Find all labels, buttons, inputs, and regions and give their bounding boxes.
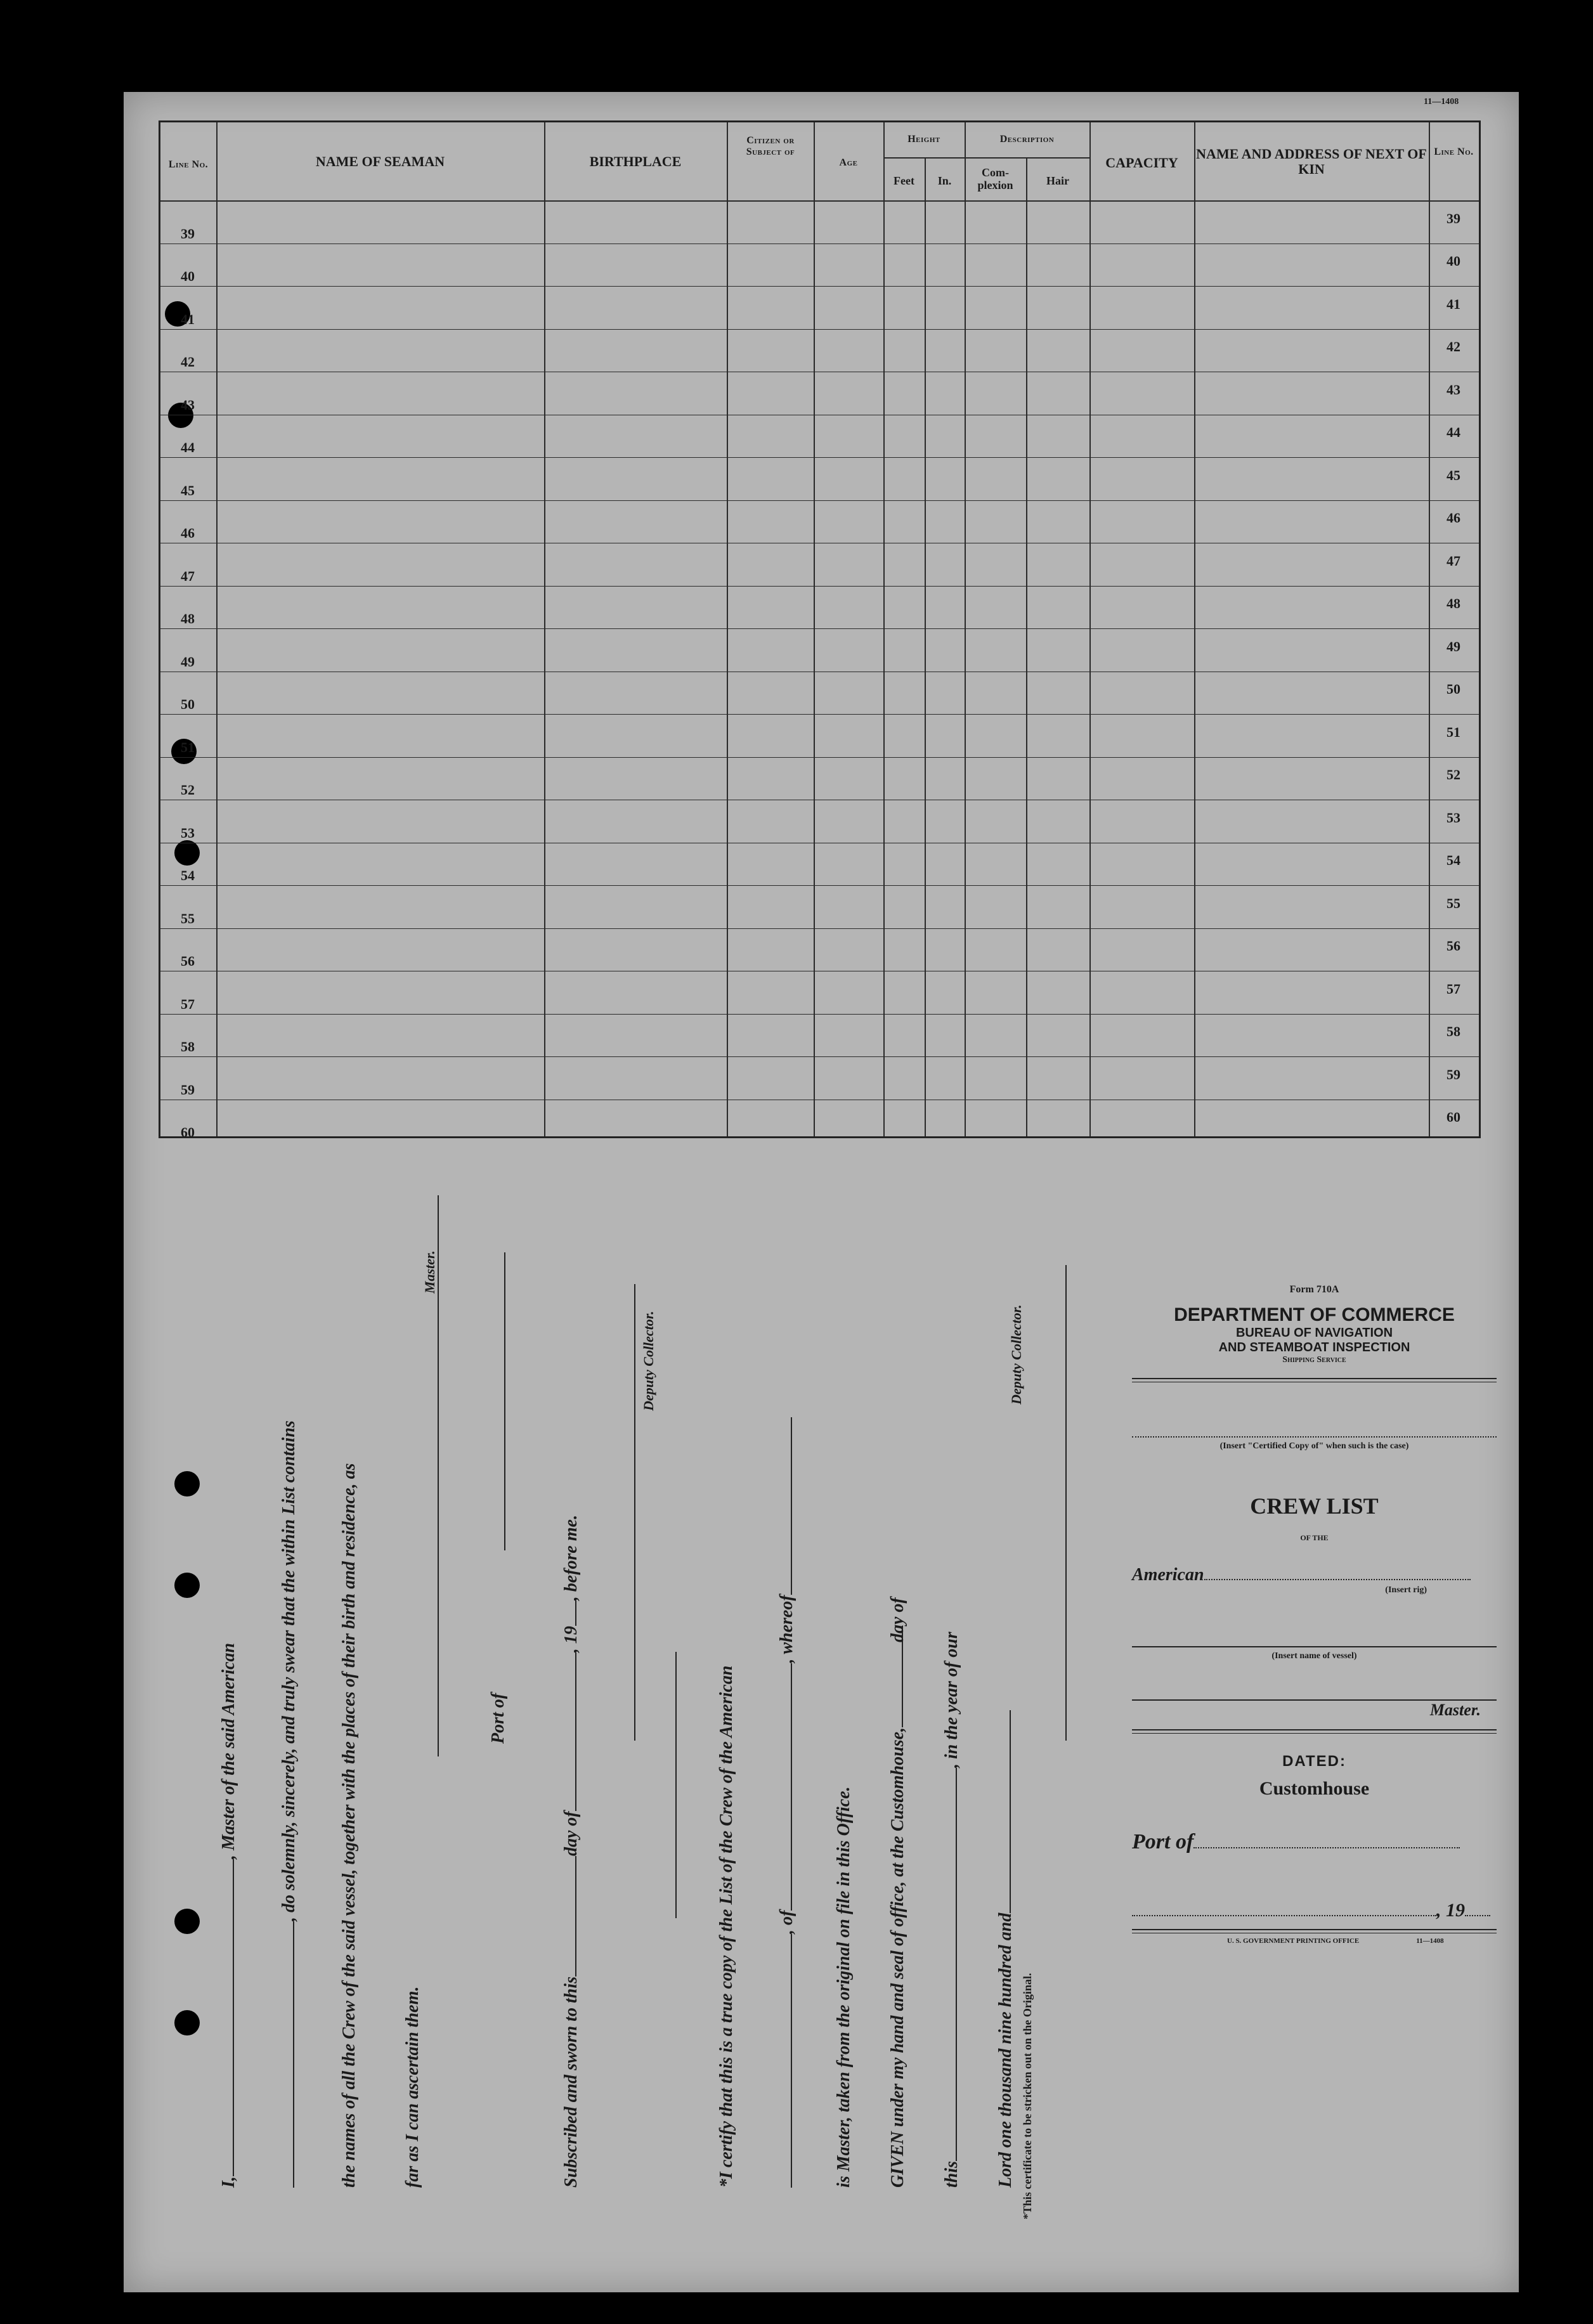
header-inches: In. <box>937 174 952 187</box>
table-row-rule <box>160 586 1479 587</box>
american-line: American <box>1132 1565 1497 1585</box>
line-number-right: 39 <box>1447 211 1460 226</box>
table-row-rule <box>160 714 1479 715</box>
line-number-left: 39 <box>181 226 195 242</box>
vessel-name-field <box>1132 1646 1497 1647</box>
table-row-rule <box>160 885 1479 886</box>
table-row-rule <box>160 500 1479 501</box>
header-description: Description <box>999 134 1055 145</box>
line-number-right: 54 <box>1447 852 1460 868</box>
line-number-left: 52 <box>181 782 195 798</box>
line-number-right: 55 <box>1447 895 1460 911</box>
cert-line-4b: day of <box>888 1597 908 1649</box>
shipping-service: Shipping Service <box>1282 1355 1346 1365</box>
line-number-left: 60 <box>181 1124 195 1140</box>
line-number-left: 49 <box>181 654 195 670</box>
punch-hole <box>174 1471 200 1496</box>
rule <box>1132 1729 1497 1734</box>
line-number-left: 54 <box>181 867 195 883</box>
crew-table <box>159 120 1481 1138</box>
date-field: , 19 <box>1132 1900 1497 1921</box>
cert-line-6: Lord one thousand nine hundred and <box>996 1710 1016 2188</box>
bureau-line-1: BUREAU OF NAVIGATION <box>1235 1326 1393 1340</box>
port-of-line <box>504 1252 505 1550</box>
cert-footnote: *This certificate to be stricken out on the Original. <box>1021 1973 1034 2219</box>
punch-hole <box>174 1573 200 1598</box>
rule <box>1132 1929 1497 1933</box>
line-number-left: 55 <box>181 911 195 926</box>
table-row-rule <box>160 628 1479 629</box>
deputy-collector-label-1: Deputy Collector. <box>640 1311 656 1411</box>
line-number-right: 53 <box>1447 810 1460 826</box>
line-number-left: 51 <box>181 739 195 755</box>
line-number-left: 58 <box>181 1039 195 1055</box>
line-number-right: 45 <box>1447 467 1460 483</box>
insert-rig-note: (Insert rig) <box>1385 1585 1427 1595</box>
line-number-right: 51 <box>1447 724 1460 740</box>
cert-line-1: *I certify that this is a true copy of the List of the Crew of the American <box>717 1665 736 2188</box>
oath-line-3: the names of all the Crew of the said vessel, together with the places of their birth and residence, as <box>339 1463 359 2188</box>
line-number-left: 40 <box>181 268 195 284</box>
punch-hole <box>174 1909 200 1934</box>
header-citizen: Citizen or Subject of <box>746 135 795 157</box>
short-rule <box>675 1652 677 1918</box>
line-number-right: 50 <box>1447 681 1460 697</box>
bureau-line-2: AND STEAMBOAT INSPECTION <box>1218 1341 1410 1354</box>
line-number-right: 57 <box>1447 981 1460 997</box>
deputy-collector-line-1 <box>634 1284 635 1741</box>
line-number-right: 59 <box>1447 1067 1460 1082</box>
table-row-rule <box>160 286 1479 287</box>
line-number-right: 48 <box>1447 595 1460 611</box>
table-row-rule <box>160 1056 1479 1057</box>
certified-copy-field <box>1132 1436 1497 1438</box>
line-number-right: 43 <box>1447 382 1460 398</box>
line-number-right: 42 <box>1447 339 1460 354</box>
rule <box>1132 1378 1497 1382</box>
oath-line-4: far as I can ascertain them. <box>403 1986 422 2188</box>
customhouse-label: Customhouse <box>1259 1778 1370 1799</box>
header-line-no-right: Line No. <box>1434 146 1474 157</box>
header-next-of-kin: NAME AND ADDRESS OF NEXT OF KIN <box>1196 146 1427 178</box>
of-the: OF THE <box>1300 1533 1329 1542</box>
dated-label: DATED: <box>1282 1753 1346 1770</box>
table-row-rule <box>160 329 1479 330</box>
oath-line-2: , do solemnly, sincerely, and truly swear that the within List contains <box>279 1420 299 2188</box>
form-710a: Form 710A <box>1289 1284 1339 1295</box>
table-row-rule <box>160 757 1479 758</box>
oath-line-1: I,, Master of the said American <box>219 1642 238 2188</box>
crew-list-title: CREW LIST <box>1250 1493 1379 1519</box>
line-number-right: 49 <box>1447 639 1460 654</box>
line-number-left: 59 <box>181 1082 195 1098</box>
punch-hole <box>174 2010 200 2035</box>
line-number-left: 47 <box>181 568 195 584</box>
line-number-left: 42 <box>181 354 195 370</box>
line-number-right: 58 <box>1447 1023 1460 1039</box>
table-row-rule <box>160 243 1479 244</box>
subscribed-line: Subscribed and sworn to thisday of, 19, before me. <box>561 1514 581 2188</box>
insert-certified-note: (Insert "Certified Copy of" when such is the case) <box>1219 1441 1409 1451</box>
line-number-right: 46 <box>1447 510 1460 526</box>
form-number-top: 11—1408 <box>1424 97 1459 107</box>
line-number-left: 41 <box>181 311 195 327</box>
cert-line-3: is Master, taken from the original on file in this Office. <box>834 1786 854 2188</box>
line-number-left: 50 <box>181 696 195 712</box>
master-label: Master. <box>422 1250 438 1294</box>
port-of-field: Port of <box>1132 1830 1497 1854</box>
line-number-left: 56 <box>181 953 195 969</box>
deputy-collector-line-2 <box>1065 1265 1067 1741</box>
header-birthplace: BIRTHPLACE <box>589 153 682 169</box>
header-line-no: Line No. <box>168 159 209 170</box>
line-number-left: 44 <box>181 439 195 455</box>
cover-master-label: Master. <box>1429 1701 1481 1719</box>
line-number-left: 46 <box>181 525 195 541</box>
header-feet: Feet <box>894 174 914 187</box>
header-hair: Hair <box>1046 174 1069 187</box>
table-row-rule <box>160 457 1479 458</box>
table-row-rule <box>160 1014 1479 1015</box>
line-number-left: 53 <box>181 825 195 841</box>
header-complexion: Com- plexion <box>977 166 1013 192</box>
line-number-right: 56 <box>1447 938 1460 954</box>
line-number-right: 52 <box>1447 767 1460 782</box>
dept-commerce: DEPARTMENT OF COMMERCE <box>1174 1304 1455 1325</box>
cert-line-5: this, in the year of our <box>942 1632 961 2188</box>
line-number-left: 57 <box>181 996 195 1012</box>
line-number-right: 44 <box>1447 424 1460 440</box>
line-number-right: 41 <box>1447 296 1460 312</box>
line-number-left: 45 <box>181 483 195 498</box>
port-of-label: Port of <box>488 1692 508 1744</box>
cert-line-4: GIVEN under my hand and seal of office, at the Customhouse, <box>888 1626 908 2188</box>
header-capacity: CAPACITY <box>1105 155 1178 171</box>
line-number-left: 48 <box>181 611 195 626</box>
cover-panel <box>1132 1284 1497 1945</box>
line-number-right: 40 <box>1447 253 1460 269</box>
line-number-right: 47 <box>1447 553 1460 569</box>
header-height: Height <box>907 134 940 145</box>
header-name-of-seaman: NAME OF SEAMAN <box>315 153 445 169</box>
table-row-rule <box>160 928 1479 929</box>
deputy-collector-label-2: Deputy Collector. <box>1008 1304 1024 1405</box>
crew-list-sheet <box>124 92 1519 2292</box>
line-number-right: 60 <box>1447 1109 1460 1125</box>
insert-vessel-note: (Insert name of vessel) <box>1271 1651 1357 1661</box>
cert-line-2: , of, whereof <box>777 1417 797 2188</box>
printing-office-line: U. S. GOVERNMENT PRINTING OFFICE 11—1408 <box>1227 1937 1444 1945</box>
line-number-left: 43 <box>181 397 195 413</box>
header-age: Age <box>839 157 858 168</box>
